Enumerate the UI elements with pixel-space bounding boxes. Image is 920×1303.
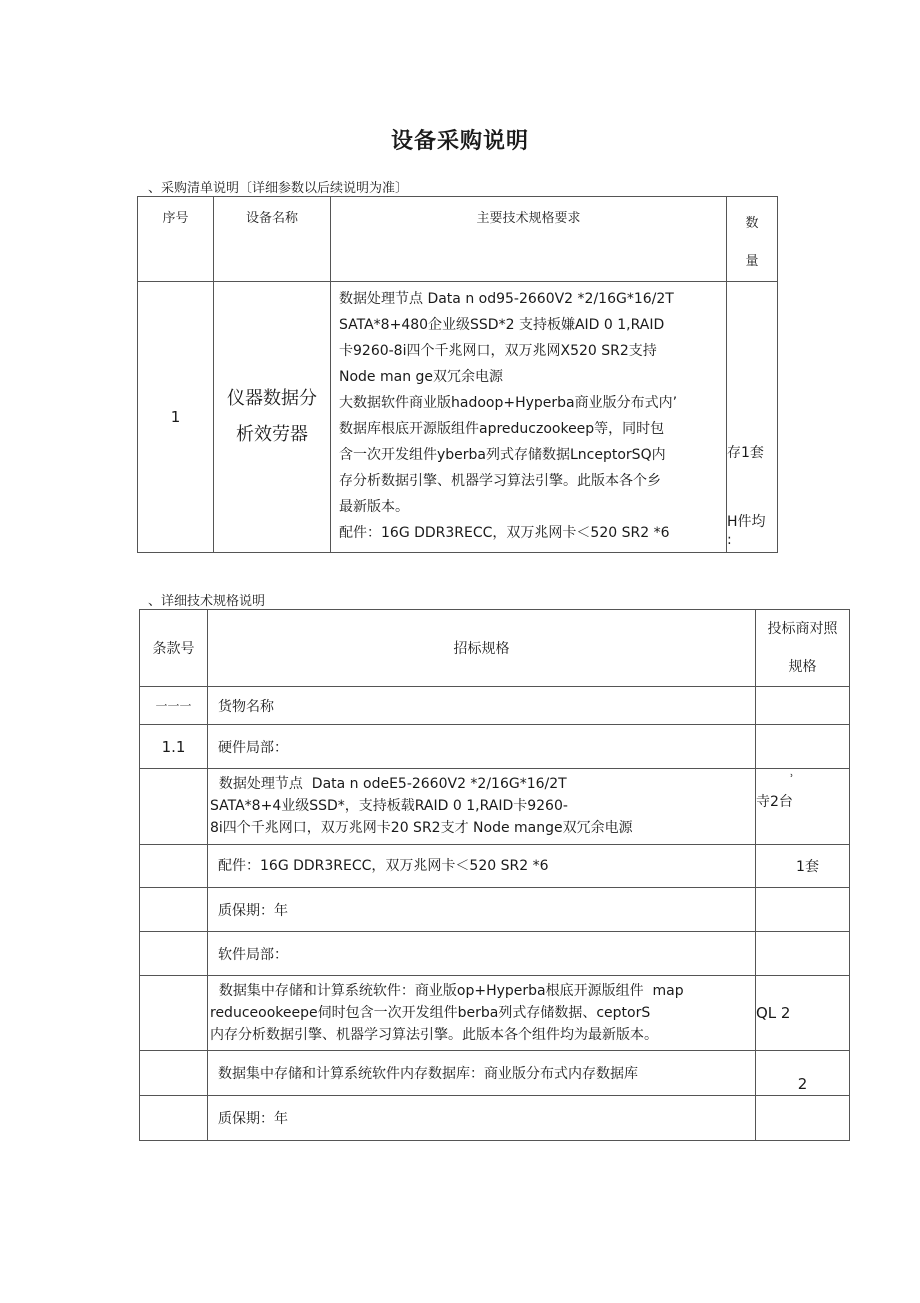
response-cell [756, 769, 850, 845]
table-row [140, 845, 850, 888]
table-row [140, 1051, 850, 1096]
response-cell [756, 1096, 850, 1141]
spec-line: 数据处理节点 Data n od95-2660V2 *2/16G*16/2T [339, 291, 674, 307]
header-qty [727, 197, 778, 282]
clause-cell [140, 888, 208, 932]
spec-cell [208, 769, 756, 845]
table-row [140, 687, 850, 725]
spec-cell: 配件：16G DDR3RECC，双万兆网卡＜520 SR2 *6 [208, 845, 756, 888]
response-cell: QL 2 [756, 976, 850, 1051]
spec-line: 数据处理节点 Data n odeE5-2660V2 *2/16G*16/2T [210, 776, 567, 792]
clause-cell [140, 932, 208, 976]
device-name-line2: 析效劳器 [236, 424, 308, 445]
procurement-list-table [137, 196, 778, 553]
table-row [140, 725, 850, 769]
spec-line: SATA*8+480企业级SSD*2 支持板嫌AID 0 1,RAID [339, 317, 665, 333]
spec-cell: 硬件局部： [208, 725, 756, 769]
response-cell [756, 888, 850, 932]
section2-caption: 、详细技术规格说明 [148, 594, 266, 609]
row-qty [727, 282, 778, 553]
response-cell: 2 [756, 1051, 850, 1096]
spec-line: 含一次开发组件yberba列式存储数据LnceptorSQ内 [339, 447, 666, 463]
header-response [756, 610, 850, 687]
table-row [140, 888, 850, 932]
page-title: 设备采购说明 [390, 129, 529, 154]
spec-text-clip [339, 286, 720, 552]
spec-cell: 质保期：年 [208, 888, 756, 932]
response-cell [756, 687, 850, 725]
spec-line: 大数据软件商业版hadoop+Hyperba商业版分布式内’ [339, 395, 678, 411]
response-mark: ˒ [790, 769, 794, 783]
table-row [138, 282, 778, 553]
qty-line3: : [727, 532, 732, 548]
spec-cell: 软件局部： [208, 932, 756, 976]
response-cell [756, 725, 850, 769]
response-cell [756, 932, 850, 976]
spec-line: 8i四个千兆网口，双万兆网卡20 SR2支才 Node mange双冗余电源 [210, 820, 633, 836]
header-no: 序号 [138, 197, 214, 282]
header-spec: 主要技术规格要求 [331, 197, 727, 282]
table-header-row [138, 197, 778, 282]
header-qty-line1: 数 [745, 216, 759, 231]
clause-cell [140, 976, 208, 1051]
qty-text-clip [727, 282, 777, 548]
response-cell: 1套 [756, 845, 850, 888]
spec-line: 内存分析数据引擎、机器学习算法引擎。此版本各个组件均为最新版本。 [210, 1027, 658, 1043]
qty-line2: H件均 [727, 514, 766, 530]
device-name-line1: 仪器数据分 [227, 388, 317, 409]
spec-cell: 货物名称 [208, 687, 756, 725]
row-spec [331, 282, 727, 553]
row-device-name [214, 282, 331, 553]
header-response-line2: 规格 [788, 659, 817, 675]
table-row [140, 1096, 850, 1141]
clause-cell [140, 1051, 208, 1096]
table-row [140, 976, 850, 1051]
spec-line: SATA*8+4业级SSD*，支持板载RAID 0 1,RAID卡9260- [210, 798, 568, 814]
qty-line1: 存1套 [727, 445, 764, 461]
spec-cell [208, 976, 756, 1051]
clause-cell: 1.1 [140, 725, 208, 769]
header-clause: 条款号 [140, 610, 208, 687]
spec-line: Node man ge双冗余电源 [339, 369, 504, 385]
clause-cell: 一一一 [140, 687, 208, 725]
table-row [140, 769, 850, 845]
spec-line: 存分析数据引擎、机器学习算法引擎。此版本各个乡 [339, 473, 661, 489]
clause-cell [140, 769, 208, 845]
header-bid-spec: 招标规格 [208, 610, 756, 687]
detailed-spec-table [139, 609, 850, 1141]
header-name: 设备名称 [214, 197, 331, 282]
header-qty-line2: 量 [745, 254, 759, 269]
section1-caption: 、采购清单说明〔详细参数以后续说明为准〕 [148, 181, 409, 196]
response-text: 寺2台 [756, 794, 793, 810]
row-no: 1 [138, 282, 214, 553]
spec-cell: 数据集中存储和计算系统软件内存数据库：商业版分布式内存数据库 [208, 1051, 756, 1096]
spec-line: reduceookeepe伺时包含一次开发组件berba列式存储数据、ceptorS [210, 1005, 651, 1021]
spec-line: 最新版本。 [339, 499, 409, 515]
table-row [140, 932, 850, 976]
table-header-row [140, 610, 850, 687]
spec-line: 数据集中存储和计算系统软件：商业版op+Hyperba根底开源版组件 map [210, 983, 684, 999]
spec-line: 卡9260-8i四个千兆网口，双万兆网X520 SR2支持 [339, 343, 657, 359]
spec-line: 数据库根底开源版组件apreduczookeep等，同时包 [339, 421, 665, 437]
spec-cell: 质保期：年 [208, 1096, 756, 1141]
spec-line: 配件：16G DDR3RECC，双万兆网卡＜520 SR2 *6 [339, 525, 670, 541]
header-response-line1: 投标商对照 [767, 621, 838, 637]
clause-cell [140, 845, 208, 888]
clause-cell [140, 1096, 208, 1141]
